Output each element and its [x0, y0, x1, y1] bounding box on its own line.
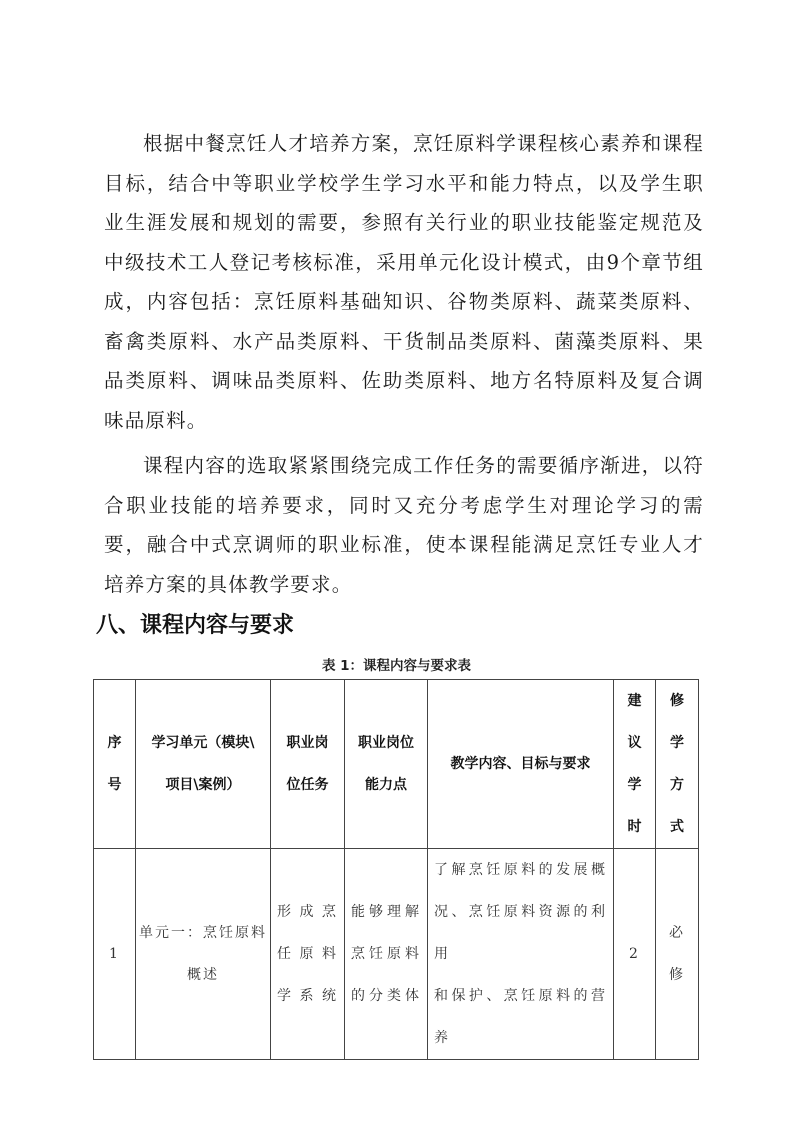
header-mode: 修 学 方 式 [656, 680, 699, 849]
cell-ability: 能够理解 烹饪原料 的分类体 [345, 849, 428, 1060]
cell-task: 形成烹 任原料 学系统 [271, 849, 345, 1060]
cell-index: 1 [94, 849, 136, 1060]
header-unit: 学习单元（模块\ 项目\案例） [136, 680, 271, 849]
table-header-row [94, 680, 699, 849]
header-hours: 建 议 学 时 [614, 680, 656, 849]
header-content: 教学内容、目标与要求 [428, 680, 614, 849]
table-row [94, 849, 699, 1060]
content-selection-paragraph: 课程内容的选取紧紧围绕完成工作任务的需要循序渐进，以符合职业技能的培养要求，同时又充分考虑学生对理论学习的需要，融合中式烹调师的职业标准，使本课程能满足烹饪专业人才培养方案的具体教学要求。 [104, 454, 704, 596]
table-caption: 表 1：课程内容与要求表 [321, 658, 472, 674]
header-ability: 职业岗位 能力点 [345, 680, 428, 849]
course-content-table [93, 679, 699, 1060]
cell-content: 了解烹饪原料的发展概 况、烹饪原料资源的利用 和保护、烹饪原料的营养 [428, 849, 614, 1060]
cell-hours: 2 [614, 849, 656, 1060]
section-heading: 八、课程内容与要求 [96, 613, 295, 638]
cell-unit: 单元一：烹饪原料 概述 [136, 849, 271, 1060]
cell-mode: 必 修 [656, 849, 699, 1060]
intro-paragraph: 根据中餐烹饪人才培养方案，烹饪原料学课程核心素养和课程目标，结合中等职业学校学生学习水平和能力特点，以及学生职业生涯发展和规划的需要，参照有关行业的职业技能鉴定规范及中级技术工人登记考核标准，采用单元化设计模式，由9个章节组成，内容包括：烹饪原料基础知识、谷物类原料、蔬菜类原料、畜禽类原料、水产品类原料、干货制品类原料、菌藻类原料、果品类原料、调味品类原料、佐助类原料、地方名特原料及复合调味品原料。 [104, 132, 704, 432]
header-index: 序 号 [94, 680, 136, 849]
header-task: 职业岗 位任务 [271, 680, 345, 849]
